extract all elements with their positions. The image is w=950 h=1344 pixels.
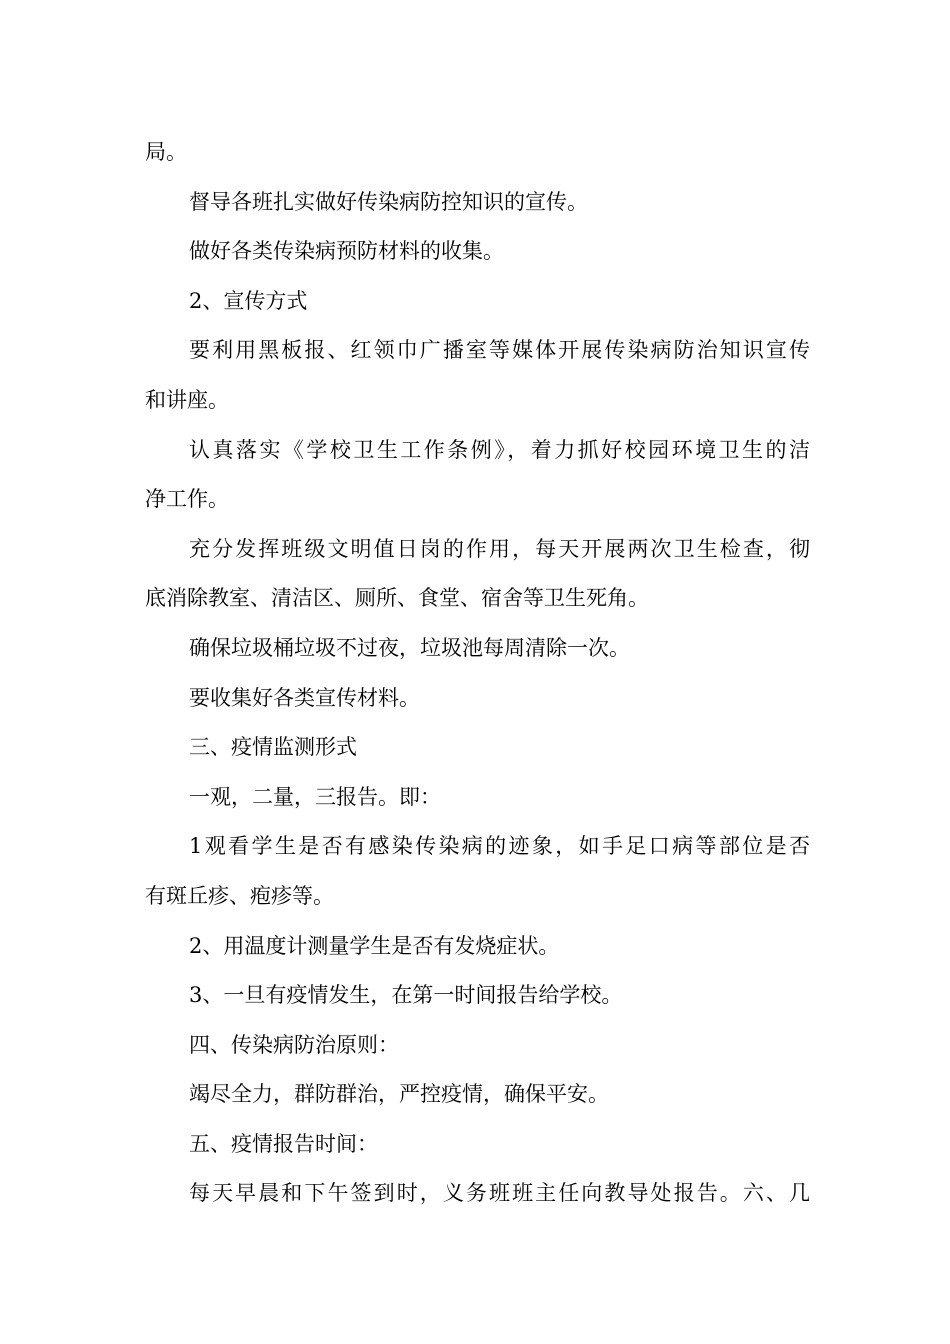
- paragraph-line: 要收集好各类宣传材料。: [189, 685, 420, 710]
- paragraph-line: 四、传染病防治原则：: [189, 1032, 399, 1057]
- paragraph-line: 3、一旦有疫情发生，在第一时间报告给学校。: [189, 983, 623, 1008]
- paragraph-line: 竭尽全力，群防群治，严控疫情，确保平安。: [189, 1082, 609, 1107]
- paragraph-line: 三、疫情监测形式: [189, 735, 357, 760]
- paragraph-line: 每天早晨和下午签到时，义务班班主任向教导处报告。六、几: [189, 1181, 810, 1206]
- paragraph-line: 净工作。: [145, 487, 229, 512]
- paragraph-line: 2、宣传方式: [189, 288, 308, 313]
- document-body: [145, 128, 810, 1219]
- paragraph-line: 充分发挥班级文明值日岗的作用，每天开展两次卫生检查，彻: [189, 536, 810, 561]
- paragraph-line: 五、疫情报告时间：: [189, 1131, 378, 1156]
- paragraph-line: 局。: [145, 140, 187, 164]
- paragraph-line: 1观看学生是否有感染传染病的迹象，如手足口病等部位是否: [189, 834, 810, 859]
- paragraph-line: 有斑丘疹、疱疹等。: [145, 883, 334, 908]
- paragraph-line: 2、用温度计测量学生是否有发烧症状。: [189, 933, 560, 958]
- paragraph-line: 确保垃圾桶垃圾不过夜，垃圾池每周清除一次。: [189, 635, 630, 660]
- paragraph-line: 和讲座。: [145, 387, 229, 412]
- paragraph-line: 底消除教室、清洁区、厕所、食堂、宿舍等卫生死角。: [145, 586, 649, 611]
- paragraph-line: 认真落实《学校卫生工作条例》，着力抓好校园环境卫生的洁: [189, 437, 810, 462]
- paragraph-line: 督导各班扎实做好传染病防控知识的宣传。: [189, 189, 588, 214]
- paragraph-line: 做好各类传染病预防材料的收集。: [189, 239, 504, 264]
- paragraph-line: 一观，二量，三报告。即：: [189, 784, 441, 809]
- paragraph-line: 要利用黑板报、红领巾广播室等媒体开展传染病防治知识宣传: [189, 338, 810, 363]
